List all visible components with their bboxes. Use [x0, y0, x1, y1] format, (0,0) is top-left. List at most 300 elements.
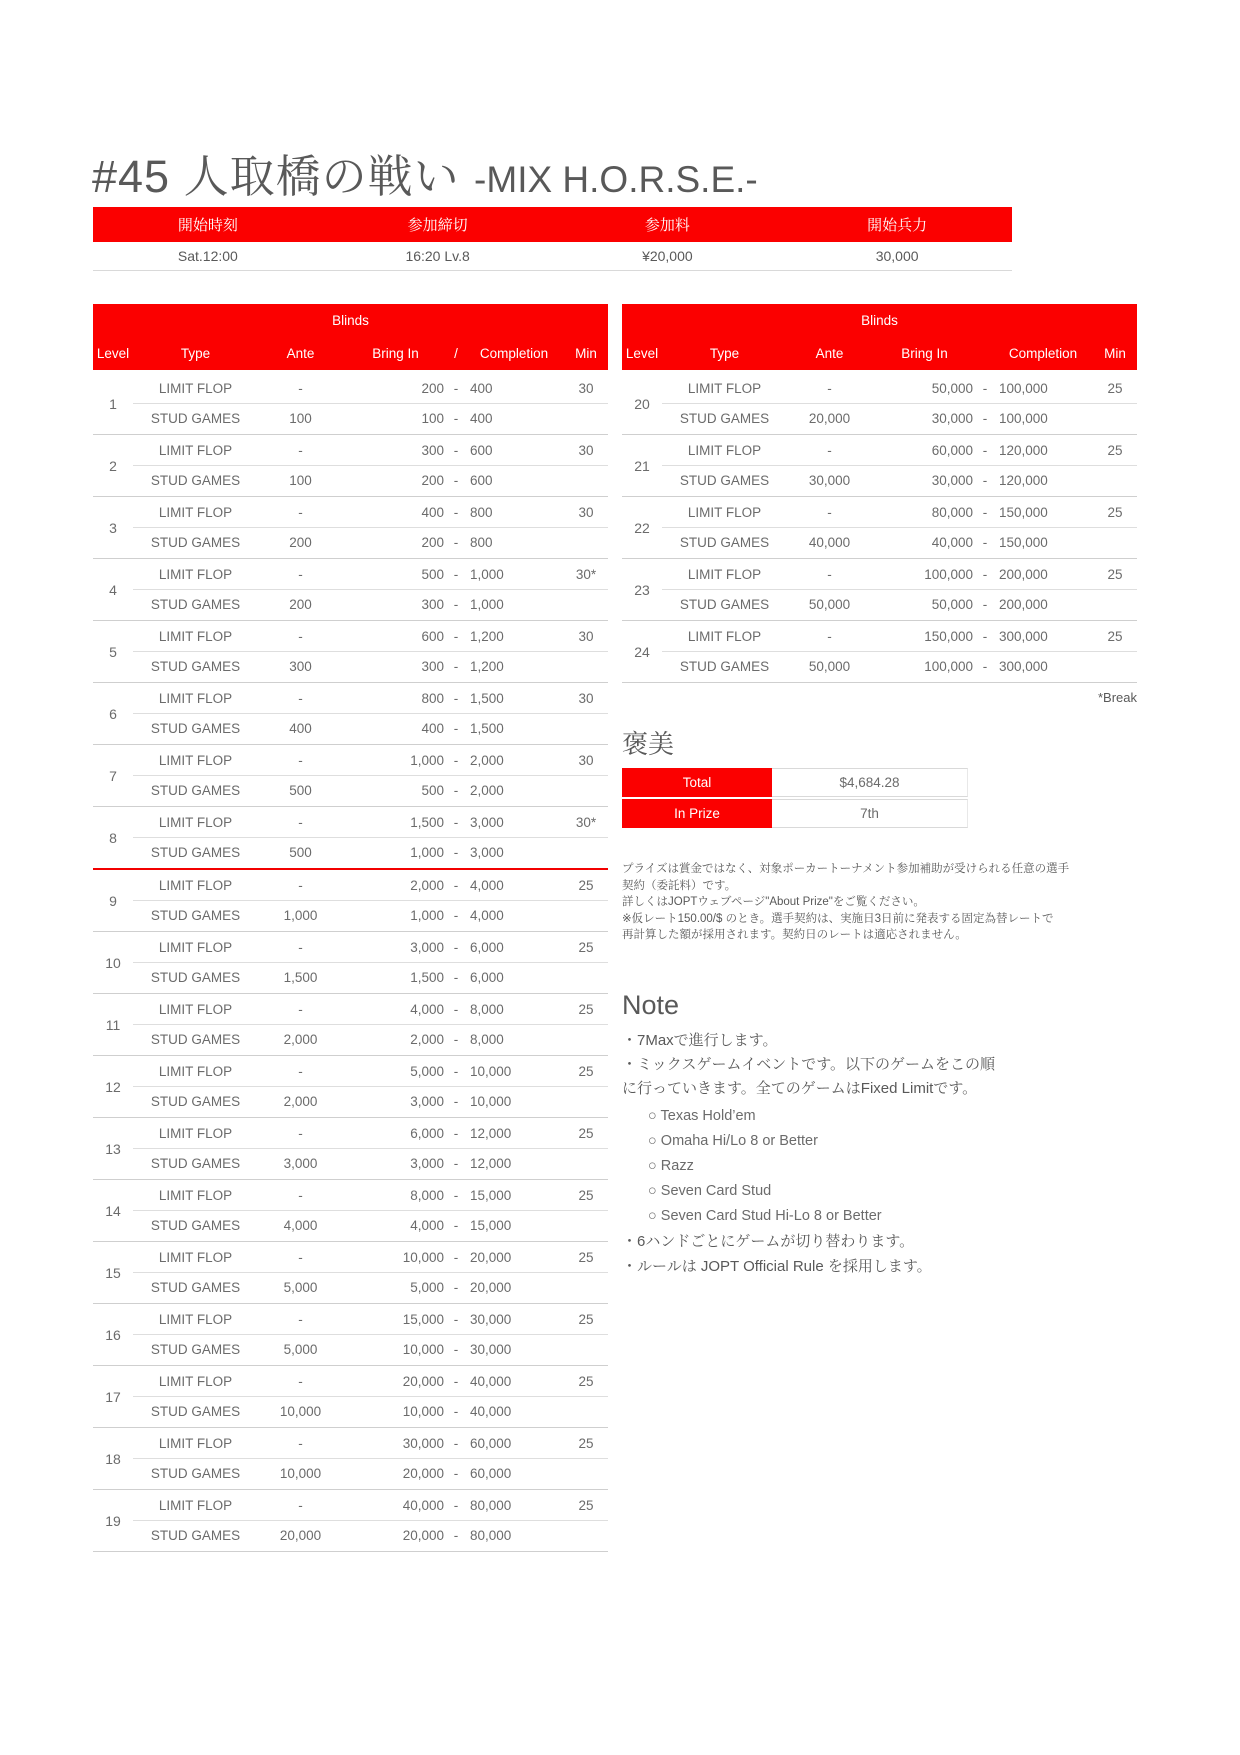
level-rows	[133, 1119, 608, 1178]
level-number: 19	[105, 1512, 121, 1529]
cell-bring-in: 5,000	[410, 1064, 444, 1079]
blinds-row	[133, 684, 608, 713]
cell-bring-in: 200	[421, 473, 444, 488]
cell-game-type: LIMIT FLOP	[158, 1126, 233, 1141]
cell-ante: -	[827, 505, 832, 520]
event-info-header-row	[93, 207, 1012, 242]
prize-table	[622, 768, 968, 828]
cell-game-type: LIMIT FLOP	[158, 1064, 233, 1079]
cell-ante: 30,000	[808, 473, 851, 488]
level-block	[622, 435, 1137, 497]
info-value-starting-stack: 30,000	[875, 248, 919, 264]
cell-value-separator: -	[982, 535, 988, 550]
cell-min: 25	[578, 1498, 594, 1513]
level-rows	[133, 436, 608, 495]
cell-bring-in: 3,000	[410, 1094, 444, 1109]
level-number: 22	[634, 519, 650, 536]
cell-game-type: STUD GAMES	[150, 1156, 241, 1171]
cell-bring-in: 1,000	[410, 845, 444, 860]
level-block	[622, 373, 1137, 435]
prize-row-total	[622, 768, 968, 797]
cell-value-separator: -	[453, 1188, 459, 1203]
cell-completion: 15,000	[470, 1188, 512, 1203]
level-rows	[133, 808, 608, 867]
cell-game-type: LIMIT FLOP	[158, 505, 233, 520]
cell-game-type: STUD GAMES	[679, 597, 770, 612]
cell-game-type: LIMIT FLOP	[158, 1436, 233, 1451]
cell-ante: -	[298, 1126, 303, 1141]
event-title-japanese: #45 人取橋の戦い	[92, 151, 460, 202]
blinds-row	[133, 808, 608, 837]
cell-bring-in: 40,000	[402, 1498, 444, 1513]
cell-value-separator: -	[982, 629, 988, 644]
cell-bring-in: 2,000	[410, 1032, 444, 1047]
level-rows	[662, 436, 1137, 495]
note-line: ・ミックスゲームイベントです。以下のゲームをこの順	[622, 1055, 996, 1073]
note-game-item: ○ Seven Card Stud	[648, 1182, 772, 1199]
cell-game-type: STUD GAMES	[150, 659, 241, 674]
cell-completion: 3,000	[470, 815, 504, 830]
level-rows	[133, 684, 608, 743]
cell-value-separator: -	[453, 597, 459, 612]
cell-value-separator: -	[453, 1064, 459, 1079]
level-number: 3	[109, 519, 117, 536]
cell-value-separator: -	[453, 473, 459, 488]
blinds-row	[133, 1429, 608, 1458]
cell-completion: 40,000	[470, 1404, 512, 1419]
cell-bring-in: 2,000	[410, 878, 444, 893]
note-game-list	[648, 1104, 1137, 1229]
cell-min: 25	[1107, 629, 1123, 644]
level-block	[93, 807, 608, 870]
cell-completion: 8,000	[470, 1032, 504, 1047]
cell-value-separator: -	[453, 567, 459, 582]
level-number: 18	[105, 1450, 121, 1467]
blinds-row	[133, 1335, 608, 1364]
cell-game-type: STUD GAMES	[679, 659, 770, 674]
blinds-row	[133, 1181, 608, 1210]
cell-value-separator: -	[453, 411, 459, 426]
blinds-row	[133, 995, 608, 1024]
cell-value-separator: -	[453, 753, 459, 768]
cell-completion: 400	[470, 411, 493, 426]
cell-ante: 200	[289, 535, 312, 550]
cell-game-type: LIMIT FLOP	[158, 443, 233, 458]
note-section-heading: Note	[622, 989, 680, 1020]
cell-min: 25	[578, 1312, 594, 1327]
cell-value-separator: -	[453, 1374, 459, 1389]
cell-ante: -	[298, 443, 303, 458]
cell-value-separator: -	[453, 1126, 459, 1141]
cell-game-type: STUD GAMES	[679, 473, 770, 488]
blinds-row	[133, 1025, 608, 1054]
cell-value-separator: -	[453, 1436, 459, 1451]
level-number: 23	[634, 581, 650, 598]
cell-completion: 12,000	[470, 1156, 512, 1171]
cell-game-type: STUD GAMES	[150, 1342, 241, 1357]
blinds-row	[133, 1397, 608, 1426]
cell-game-type: LIMIT FLOP	[158, 691, 233, 706]
cell-game-type: LIMIT FLOP	[687, 443, 762, 458]
blinds-row	[133, 652, 608, 681]
blinds-row	[133, 1305, 608, 1334]
level-number: 21	[634, 457, 650, 474]
cell-value-separator: -	[982, 411, 988, 426]
cell-completion: 1,500	[470, 721, 504, 736]
cell-completion: 200,000	[999, 597, 1048, 612]
blinds-group-header: Blinds	[332, 313, 369, 328]
cell-min: 30	[578, 443, 594, 458]
cell-value-separator: -	[453, 970, 459, 985]
cell-value-separator: -	[453, 908, 459, 923]
level-number: 24	[634, 643, 650, 660]
cell-min: 25	[578, 1064, 594, 1079]
cell-bring-in: 5,000	[410, 1280, 444, 1295]
cell-ante: -	[298, 1002, 303, 1017]
cell-completion: 120,000	[999, 473, 1048, 488]
level-rows	[133, 746, 608, 805]
cell-ante: 400	[289, 721, 312, 736]
cell-ante: -	[298, 1312, 303, 1327]
cell-ante: -	[298, 1374, 303, 1389]
cell-value-separator: -	[982, 567, 988, 582]
cell-game-type: STUD GAMES	[679, 411, 770, 426]
cell-game-type: LIMIT FLOP	[158, 1374, 233, 1389]
cell-completion: 6,000	[470, 940, 504, 955]
cell-bring-in: 50,000	[931, 381, 973, 396]
cell-ante: 1,000	[283, 908, 318, 923]
column-header-min: Min	[1104, 346, 1126, 361]
level-rows	[133, 560, 608, 619]
level-block	[622, 621, 1137, 683]
cell-game-type: STUD GAMES	[150, 1280, 241, 1295]
cell-game-type: LIMIT FLOP	[158, 567, 233, 582]
cell-completion: 100,000	[999, 381, 1048, 396]
cell-value-separator: -	[453, 691, 459, 706]
cell-ante: 2,000	[283, 1032, 318, 1047]
info-value-entry-fee: ¥20,000	[642, 248, 693, 264]
cell-value-separator: -	[453, 1156, 459, 1171]
cell-game-type: STUD GAMES	[150, 597, 241, 612]
blinds-row	[133, 746, 608, 775]
blinds-row	[662, 436, 1137, 465]
cell-completion: 1,200	[470, 659, 504, 674]
cell-bring-in: 4,000	[410, 1218, 444, 1233]
cell-value-separator: -	[453, 659, 459, 674]
blinds-row	[133, 1273, 608, 1302]
cell-completion: 10,000	[470, 1064, 512, 1079]
cell-min: 25	[1107, 381, 1123, 396]
prize-section-heading: 褒美	[622, 729, 675, 759]
blinds-row	[133, 404, 608, 433]
cell-completion: 300,000	[999, 659, 1048, 674]
cell-game-type: LIMIT FLOP	[158, 1250, 233, 1265]
cell-game-type: LIMIT FLOP	[158, 940, 233, 955]
cell-value-separator: -	[453, 381, 459, 396]
column-header-slash: /	[454, 346, 458, 361]
cell-ante: -	[827, 443, 832, 458]
level-rows	[133, 374, 608, 433]
cell-completion: 200,000	[999, 567, 1048, 582]
blinds-column-header-row	[93, 337, 608, 370]
cell-bring-in: 15,000	[402, 1312, 444, 1327]
level-block	[93, 683, 608, 745]
blinds-row	[662, 622, 1137, 651]
cell-completion: 40,000	[470, 1374, 512, 1389]
level-number: 1	[109, 395, 117, 412]
prize-disclaimer-line: ※仮レート150.00/$ のとき。選手契約は、実施日3日前に発表する固定為替レートで	[622, 912, 1054, 925]
cell-bring-in: 30,000	[402, 1436, 444, 1451]
blinds-row	[133, 528, 608, 557]
prize-value-in-prize: 7th	[772, 799, 968, 828]
cell-game-type: LIMIT FLOP	[158, 1498, 233, 1513]
cell-ante: 2,000	[283, 1094, 318, 1109]
cell-completion: 80,000	[470, 1498, 512, 1513]
blinds-row	[133, 838, 608, 867]
cell-game-type: LIMIT FLOP	[158, 878, 233, 893]
level-rows	[133, 1367, 608, 1426]
blinds-row	[133, 1149, 608, 1178]
cell-bring-in: 1,500	[410, 970, 444, 985]
cell-game-type: LIMIT FLOP	[158, 753, 233, 768]
cell-game-type: LIMIT FLOP	[158, 381, 233, 396]
cell-ante: -	[298, 691, 303, 706]
blinds-row	[133, 714, 608, 743]
level-rows	[133, 1181, 608, 1240]
cell-ante: 3,000	[283, 1156, 318, 1171]
cell-bring-in: 3,000	[410, 1156, 444, 1171]
cell-ante: -	[298, 815, 303, 830]
level-number: 11	[105, 1016, 121, 1033]
info-header-entry-fee: 参加料	[644, 217, 690, 234]
cell-bring-in: 300	[421, 443, 444, 458]
cell-completion: 10,000	[470, 1094, 512, 1109]
blinds-row	[662, 652, 1137, 681]
note-game-item: ○ Texas Hold’em	[648, 1107, 756, 1124]
blinds-row	[133, 1057, 608, 1086]
cell-game-type: STUD GAMES	[150, 845, 241, 860]
cell-bring-in: 100,000	[924, 659, 973, 674]
level-block	[93, 994, 608, 1056]
level-rows	[662, 622, 1137, 681]
cell-bring-in: 20,000	[402, 1374, 444, 1389]
column-header-min: Min	[575, 346, 597, 361]
cell-bring-in: 800	[421, 691, 444, 706]
blinds-row	[133, 901, 608, 930]
level-block	[93, 559, 608, 621]
cell-min: 30	[578, 691, 594, 706]
cell-game-type: LIMIT FLOP	[687, 567, 762, 582]
cell-completion: 300,000	[999, 629, 1048, 644]
cell-game-type: LIMIT FLOP	[687, 505, 762, 520]
cell-ante: 200	[289, 597, 312, 612]
blinds-group-header: Blinds	[861, 313, 898, 328]
cell-value-separator: -	[453, 783, 459, 798]
blinds-row	[133, 436, 608, 465]
info-value-start-time: Sat.12:00	[177, 248, 238, 264]
cell-min: 25	[1107, 567, 1123, 582]
event-title-suffix: -MIX H.O.R.S.E.-	[474, 159, 758, 200]
page-title	[92, 140, 758, 205]
blinds-row	[662, 374, 1137, 403]
level-number: 15	[105, 1264, 121, 1281]
cell-bring-in: 200	[421, 381, 444, 396]
cell-value-separator: -	[453, 721, 459, 736]
level-block	[93, 932, 608, 994]
cell-ante: -	[298, 629, 303, 644]
cell-value-separator: -	[453, 1218, 459, 1233]
cell-ante: -	[298, 1188, 303, 1203]
cell-value-separator: -	[453, 1466, 459, 1481]
cell-ante: 50,000	[808, 659, 851, 674]
cell-bring-in: 500	[421, 783, 444, 798]
note-line: ・6ハンドごとにゲームが切り替わります。	[622, 1232, 915, 1250]
cell-completion: 400	[470, 381, 493, 396]
cell-min: 25	[1107, 443, 1123, 458]
column-header-level: Level	[625, 346, 659, 361]
cell-game-type: STUD GAMES	[150, 1094, 241, 1109]
cell-completion: 1,500	[470, 691, 504, 706]
cell-completion: 60,000	[470, 1436, 512, 1451]
cell-game-type: STUD GAMES	[150, 721, 241, 736]
level-rows	[662, 498, 1137, 557]
cell-game-type: STUD GAMES	[679, 535, 770, 550]
cell-completion: 2,000	[470, 753, 504, 768]
level-rows	[662, 374, 1137, 433]
cell-completion: 120,000	[999, 443, 1048, 458]
blinds-table-header	[622, 304, 1137, 370]
cell-completion: 2,000	[470, 783, 504, 798]
level-block	[93, 870, 608, 932]
cell-game-type: STUD GAMES	[150, 535, 241, 550]
cell-min: 25	[578, 878, 594, 893]
cell-ante: 100	[289, 411, 312, 426]
cell-game-type: STUD GAMES	[150, 1218, 241, 1233]
level-number: 9	[109, 892, 117, 909]
cell-bring-in: 30,000	[931, 473, 973, 488]
blinds-row	[133, 1521, 608, 1550]
level-block	[93, 621, 608, 683]
column-header-ante: Ante	[815, 346, 844, 361]
cell-ante: -	[298, 878, 303, 893]
cell-completion: 150,000	[999, 505, 1048, 520]
cell-value-separator: -	[453, 443, 459, 458]
cell-bring-in: 400	[421, 505, 444, 520]
cell-ante: 10,000	[279, 1466, 322, 1481]
blinds-row	[133, 1087, 608, 1116]
cell-completion: 8,000	[470, 1002, 504, 1017]
cell-ante: 50,000	[808, 597, 851, 612]
level-block	[93, 1242, 608, 1304]
level-number: 7	[109, 767, 117, 784]
level-number: 2	[109, 457, 117, 474]
cell-value-separator: -	[453, 505, 459, 520]
cell-min: 25	[578, 1188, 594, 1203]
level-block	[93, 1180, 608, 1242]
level-number: 10	[105, 954, 121, 971]
level-rows	[133, 871, 608, 930]
note-line: ・ルールは JOPT Official Rule を採用します。	[622, 1257, 932, 1275]
blinds-row	[133, 466, 608, 495]
blinds-row	[662, 404, 1137, 433]
cell-min: 25	[578, 1436, 594, 1451]
cell-ante: 500	[289, 845, 312, 860]
blinds-row	[133, 560, 608, 589]
blinds-row	[133, 622, 608, 651]
cell-ante: -	[298, 381, 303, 396]
cell-value-separator: -	[982, 505, 988, 520]
prize-disclaimer	[622, 861, 1137, 944]
prize-disclaimer-line: プライズは賞金ではなく、対象ポーカートーナメント参加補助が受けられる任意の選手	[622, 863, 1070, 875]
cell-value-separator: -	[453, 940, 459, 955]
cell-ante: 100	[289, 473, 312, 488]
cell-game-type: STUD GAMES	[150, 411, 241, 426]
cell-min: 25	[1107, 505, 1123, 520]
cell-ante: 500	[289, 783, 312, 798]
cell-bring-in: 100	[421, 411, 444, 426]
event-info-table	[93, 207, 1012, 271]
info-header-start-time: 開始時刻	[177, 217, 238, 234]
cell-completion: 60,000	[470, 1466, 512, 1481]
cell-completion: 150,000	[999, 535, 1048, 550]
cell-min: 25	[578, 1374, 594, 1389]
blinds-row	[133, 374, 608, 403]
cell-min: 30	[578, 381, 594, 396]
cell-bring-in: 400	[421, 721, 444, 736]
cell-game-type: LIMIT FLOP	[687, 629, 762, 644]
level-number: 5	[109, 643, 117, 660]
cell-ante: 4,000	[283, 1218, 318, 1233]
level-number: 17	[105, 1388, 121, 1405]
info-value-registration-close: 16:20 Lv.8	[405, 248, 470, 264]
cell-bring-in: 6,000	[410, 1126, 444, 1141]
cell-ante: -	[298, 1498, 303, 1513]
info-header-starting-stack: 開始兵力	[867, 217, 928, 234]
blinds-table-body-right	[622, 370, 1137, 683]
cell-bring-in: 40,000	[931, 535, 973, 550]
cell-bring-in: 100,000	[924, 567, 973, 582]
cell-completion: 20,000	[470, 1250, 512, 1265]
cell-value-separator: -	[982, 443, 988, 458]
cell-bring-in: 300	[421, 659, 444, 674]
prize-disclaimer-line: 詳しくはJOPTウェブページ"About Prize"をご覧ください。	[622, 896, 925, 908]
info-header-registration-close: 参加締切	[407, 217, 468, 234]
cell-value-separator: -	[453, 1032, 459, 1047]
cell-value-separator: -	[453, 1280, 459, 1295]
blinds-row	[133, 1211, 608, 1240]
cell-ante: -	[298, 505, 303, 520]
blinds-table-body-left	[93, 370, 608, 1552]
cell-game-type: STUD GAMES	[150, 1032, 241, 1047]
cell-game-type: STUD GAMES	[150, 908, 241, 923]
cell-completion: 800	[470, 505, 493, 520]
prize-row-in-prize	[622, 799, 968, 828]
cell-value-separator: -	[453, 1342, 459, 1357]
cell-bring-in: 150,000	[924, 629, 973, 644]
level-rows	[133, 1429, 608, 1488]
blinds-row	[133, 590, 608, 619]
cell-completion: 20,000	[470, 1280, 512, 1295]
cell-ante: 20,000	[808, 411, 851, 426]
cell-completion: 30,000	[470, 1312, 512, 1327]
cell-game-type: LIMIT FLOP	[687, 381, 762, 396]
column-header-completion: Completion	[1008, 346, 1078, 361]
cell-completion: 100,000	[999, 411, 1048, 426]
cell-min: 25	[578, 1126, 594, 1141]
break-footnote: *Break	[1097, 690, 1137, 705]
cell-value-separator: -	[453, 878, 459, 893]
blinds-row	[662, 466, 1137, 495]
